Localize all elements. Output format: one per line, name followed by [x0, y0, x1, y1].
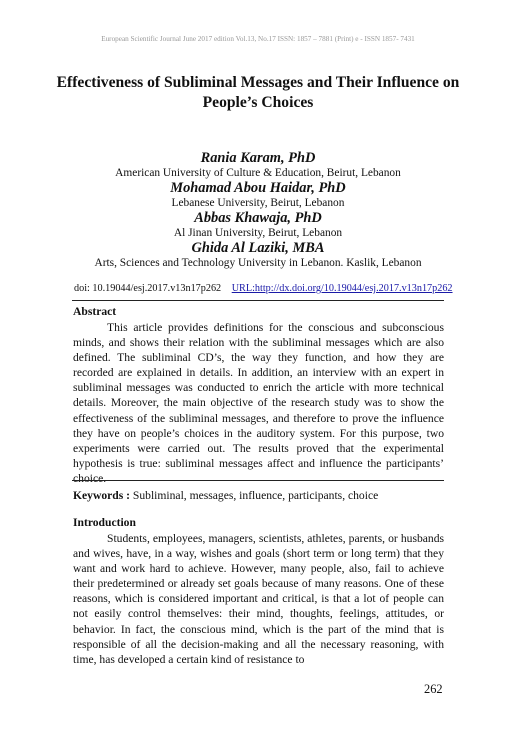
page-number: 262: [424, 682, 443, 696]
keywords-label: Keywords :: [73, 489, 130, 502]
introduction-heading: Introduction: [73, 516, 136, 529]
doi-url-link[interactable]: URL:http://dx.doi.org/10.19044/esj.2017.v13n17p262: [231, 283, 453, 294]
doi-line: [74, 283, 454, 294]
author-affiliation: Al Jinan University, Beirut, Lebanon: [173, 227, 343, 239]
author-affiliation: American University of Culture & Education, Beirut, Lebanon: [115, 167, 401, 179]
divider-rule: [72, 480, 444, 481]
author-affiliation: Lebanese University, Beirut, Lebanon: [171, 197, 345, 209]
author-block: [40, 150, 476, 270]
author-name: Ghida Al Laziki, MBA: [191, 240, 325, 256]
abstract-text: This article provides definitions for the conscious and subconscious minds, and shows their relation with the subliminal messages which are also defined. The subliminal CD’s, the way they function, and how they are recorded are explained in details. In addition, an interview with an expert in subliminal messages was conducted to enrich the article with more technical details. Moreover, the main objective of the research study was to show the effectiveness of the subliminal messages, and therefore to prove the influence they have on people’s choices in the auditory system. For this purpose, two experiments were carried out. The results proved that the experimental hypothesis is true: subliminal messages affect and influence the participants’ choice.: [73, 321, 444, 485]
author-name: Rania Karam, PhD: [200, 150, 316, 166]
author-name: Abbas Khawaja, PhD: [194, 210, 322, 226]
author-name: Mohamad Abou Haidar, PhD: [170, 180, 346, 196]
paper-title: Effectiveness of Subliminal Messages and Their Influence on People’s Choices: [56, 74, 460, 111]
author-affiliation: Arts, Sciences and Technology University in Lebanon. Kaslik, Lebanon: [94, 257, 422, 269]
abstract-heading: Abstract: [73, 305, 117, 318]
keywords-text: Subliminal, messages, influence, participants, choice: [132, 489, 379, 502]
doi-text: doi: 10.19044/esj.2017.v13n17p262: [74, 283, 222, 294]
divider-rule: [72, 300, 444, 301]
introduction-text: Students, employees, managers, scientists, athletes, parents, or husbands and wives, have, in a way, wishes and goals (short term or long term) that they want and work hard to achieve. However, many people, also, fail to achieve their predetermined or already set goals because of many reasons. One of these reasons, which is considered important and critical, is that a lot of people can not easily control themselves: their mind, thoughts, feelings, attitudes, or behavior. In fact, the conscious mind, which is the part of the mind that is responsible of all the decision-making and all the necessary reasoning, with time, has developed a certain kind of resistance to: [73, 532, 444, 666]
journal-header: European Scientific Journal June 2017 edition Vol.13, No.17 ISSN: 1857 – 7881 (Print) e - ISSN 1857- 7431: [101, 35, 415, 43]
keywords-line: [73, 489, 444, 502]
